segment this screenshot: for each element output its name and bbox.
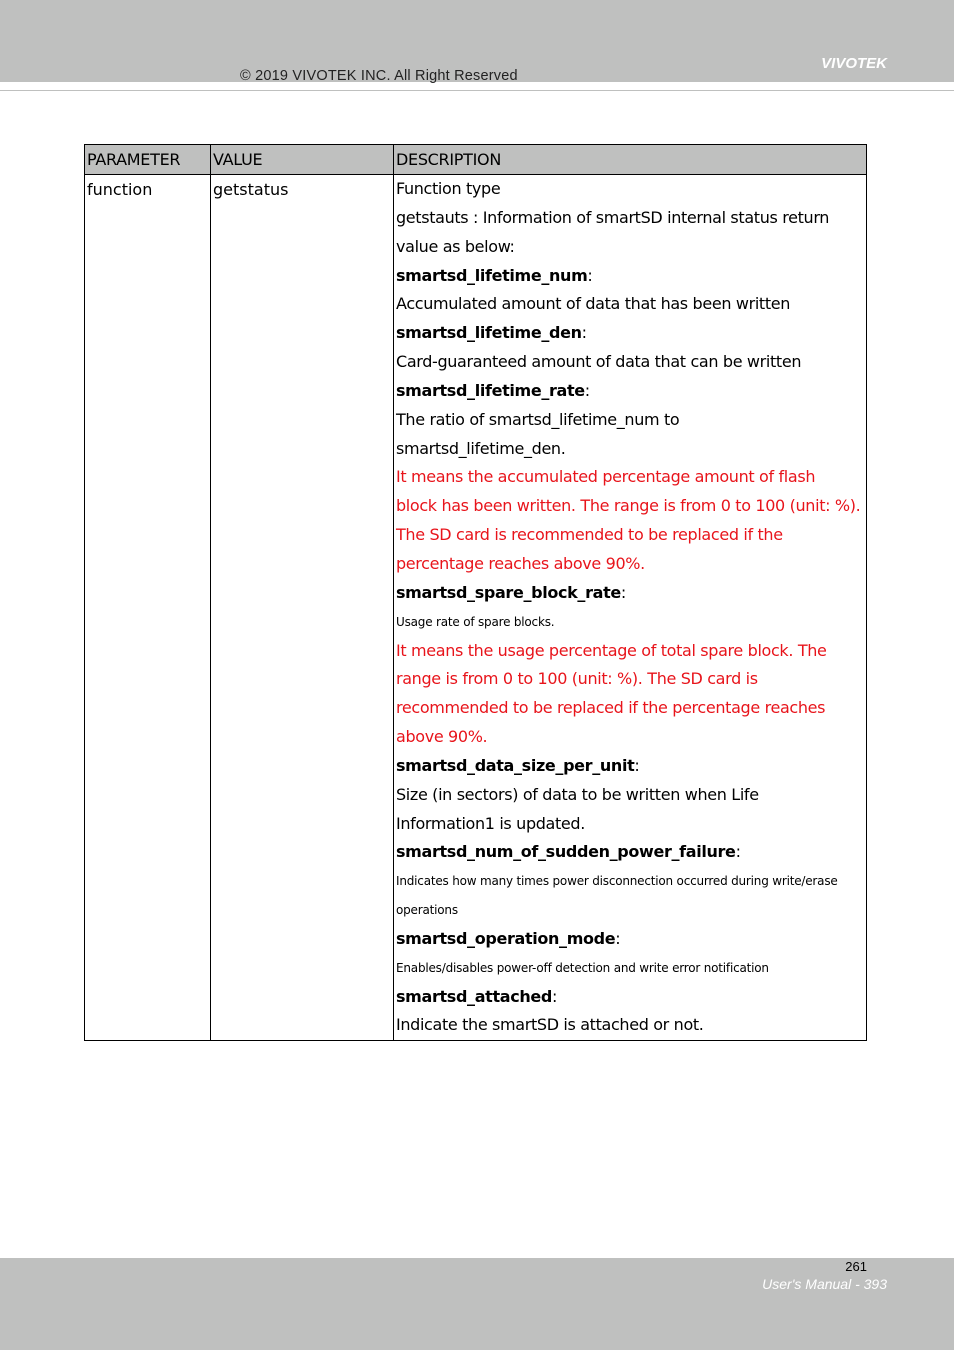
value-cell: getstatus xyxy=(211,175,394,1041)
description-line: Size (in sectors) of data to be written when Life xyxy=(396,784,759,804)
column-header-parameter: PARAMETER xyxy=(85,145,211,175)
field-name: smartsd_lifetime_den xyxy=(396,323,582,343)
description-field-line xyxy=(396,838,864,867)
description-line: above 90%. xyxy=(396,727,488,747)
description-field-line xyxy=(396,983,864,1012)
field-name: smartsd_lifetime_rate xyxy=(396,380,585,400)
field-name: smartsd_lifetime_num xyxy=(396,265,588,285)
field-colon: : xyxy=(581,323,587,343)
description-field-line xyxy=(396,925,864,954)
field-colon: : xyxy=(587,265,593,285)
column-header-description: DESCRIPTION xyxy=(394,145,867,175)
description-line: percentage reaches above 90%. xyxy=(396,553,645,573)
description-line: The ratio of smartsd_lifetime_num to xyxy=(396,409,680,429)
description-field-line xyxy=(396,752,864,781)
description-line: It means the accumulated percentage amount of flash xyxy=(396,467,816,487)
field-name: smartsd_data_size_per_unit xyxy=(396,755,635,775)
field-colon: : xyxy=(634,755,640,775)
field-name: smartsd_spare_block_rate xyxy=(396,582,621,602)
description-line: block has been written. The range is from 0 to 100 (unit: %). xyxy=(396,496,861,516)
description-line: Indicates how many times power disconnection occurred during write/erase xyxy=(396,874,838,889)
table-row xyxy=(85,175,867,1041)
description-line: Enables/disables power-off detection and write error notification xyxy=(396,960,769,975)
description-line: operations xyxy=(396,903,458,918)
field-colon: : xyxy=(615,928,621,948)
description-line: Accumulated amount of data that has been written xyxy=(396,294,791,314)
description-line: Card-guaranteed amount of data that can be written xyxy=(396,352,802,372)
description-line: Function type xyxy=(396,179,501,198)
column-header-value: VALUE xyxy=(211,145,394,175)
description-cell xyxy=(394,175,867,1041)
description-field-line xyxy=(396,377,864,406)
description-line: Indicate the smartSD is attached or not. xyxy=(396,1015,704,1035)
description-line: value as below: xyxy=(396,236,515,256)
description-field-line xyxy=(396,579,864,608)
field-name: smartsd_attached xyxy=(396,986,552,1006)
description-line: Usage rate of spare blocks. xyxy=(396,614,555,629)
description-field-line xyxy=(396,262,864,291)
copyright-text: © 2019 VIVOTEK INC. All Right Reserved xyxy=(240,68,518,84)
field-name: smartsd_operation_mode xyxy=(396,928,616,948)
description-line: recommended to be replaced if the percentage reaches xyxy=(396,698,826,718)
field-colon: : xyxy=(620,582,626,602)
header-divider xyxy=(0,90,954,91)
field-colon: : xyxy=(551,986,558,1006)
parameter-table xyxy=(84,144,867,1041)
page-number: 261 xyxy=(845,1259,867,1274)
manual-page-label: User's Manual - 393 xyxy=(762,1276,887,1292)
field-colon: : xyxy=(735,842,741,862)
brand-logo-text: VIVOTEK xyxy=(821,55,887,72)
description-line: It means the usage percentage of total spare block. The xyxy=(396,640,827,660)
description-line: Information1 is updated. xyxy=(396,813,585,833)
description-line: The SD card is recommended to be replaced if the xyxy=(396,525,783,545)
footer-band xyxy=(0,1258,954,1350)
parameter-cell: function xyxy=(85,175,211,1041)
description-line: range is from 0 to 100 (unit: %). The SD card is xyxy=(396,669,758,689)
field-colon: : xyxy=(584,380,590,400)
table-header-row xyxy=(85,145,867,175)
field-name: smartsd_num_of_sudden_power_failure xyxy=(396,842,736,862)
description-line: getstauts : Information of smartSD internal status return xyxy=(396,207,830,227)
description-field-line xyxy=(396,319,864,348)
description-line: smartsd_lifetime_den. xyxy=(396,438,566,458)
